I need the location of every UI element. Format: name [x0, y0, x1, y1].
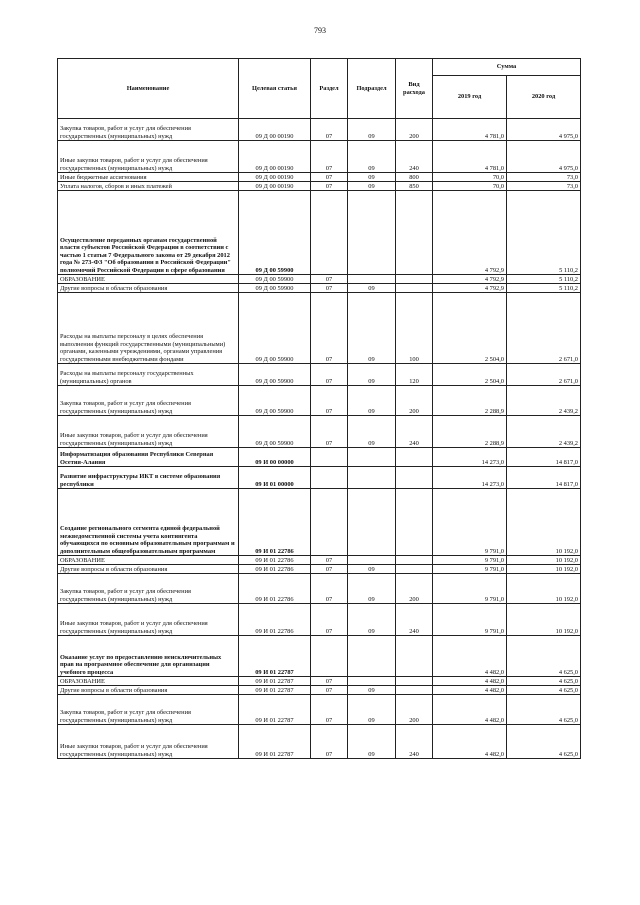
cell-2020: 5 110,2: [507, 284, 581, 293]
table-row: [58, 141, 581, 173]
cell-name: Иные закупки товаров, работ и услуг для обеспечения государственных (муниципальных) нужд: [58, 725, 239, 759]
cell-subsection: 09: [348, 119, 396, 141]
cell-2020: 4 625,0: [507, 725, 581, 759]
cell-section: [311, 489, 348, 556]
cell-2019: 9 791,0: [433, 489, 507, 556]
cell-2019: 14 273,0: [433, 467, 507, 489]
cell-target-article: 09 Д 00 00190: [239, 119, 311, 141]
cell-name: Другие вопросы в области образования: [58, 284, 239, 293]
cell-target-article: 09 И 01 22786: [239, 556, 311, 565]
cell-2020: 10 192,0: [507, 604, 581, 636]
cell-target-article: 09 И 01 22787: [239, 636, 311, 677]
cell-target-article: 09 И 01 22787: [239, 695, 311, 725]
cell-subsection: [348, 448, 396, 467]
cell-2020: 4 625,0: [507, 695, 581, 725]
cell-target-article: 09 И 01 00000: [239, 467, 311, 489]
cell-subsection: [348, 556, 396, 565]
header-expense-type: Вид расхода: [396, 59, 433, 119]
cell-name: Расходы на выплаты персоналу государственных (муниципальных) органов: [58, 364, 239, 386]
table-row: [58, 686, 581, 695]
cell-section: 07: [311, 574, 348, 604]
cell-section: 07: [311, 173, 348, 182]
cell-2019: 4 781,0: [433, 141, 507, 173]
cell-expense-type: 240: [396, 416, 433, 448]
cell-section: [311, 636, 348, 677]
cell-subsection: 09: [348, 725, 396, 759]
cell-subsection: [348, 191, 396, 275]
cell-subsection: 09: [348, 386, 396, 416]
table-row: [58, 677, 581, 686]
cell-2020: 73,0: [507, 173, 581, 182]
cell-2020: 2 671,0: [507, 364, 581, 386]
cell-2020: 4 975,0: [507, 119, 581, 141]
cell-subsection: 09: [348, 364, 396, 386]
table-body: [58, 119, 581, 759]
cell-target-article: 09 И 01 22787: [239, 686, 311, 695]
cell-name: Закупка товаров, работ и услуг для обеспечения государственных (муниципальных) нужд: [58, 695, 239, 725]
cell-subsection: 09: [348, 141, 396, 173]
cell-expense-type: 200: [396, 695, 433, 725]
cell-expense-type: 100: [396, 293, 433, 364]
cell-subsection: [348, 677, 396, 686]
cell-2019: 4 482,0: [433, 677, 507, 686]
cell-2020: 10 192,0: [507, 489, 581, 556]
cell-name: Другие вопросы в области образования: [58, 686, 239, 695]
cell-expense-type: [396, 489, 433, 556]
cell-2020: 2 439,2: [507, 386, 581, 416]
cell-expense-type: [396, 275, 433, 284]
cell-target-article: 09 И 01 22786: [239, 489, 311, 556]
cell-2020: 10 192,0: [507, 574, 581, 604]
cell-expense-type: 850: [396, 182, 433, 191]
cell-expense-type: [396, 565, 433, 574]
cell-2019: 4 792,9: [433, 275, 507, 284]
cell-2020: 4 625,0: [507, 636, 581, 677]
cell-2019: 9 791,0: [433, 604, 507, 636]
cell-target-article: 09 Д 00 59900: [239, 191, 311, 275]
table-row: [58, 416, 581, 448]
cell-2020: 2 439,2: [507, 416, 581, 448]
cell-target-article: 09 И 01 22787: [239, 677, 311, 686]
cell-subsection: [348, 467, 396, 489]
cell-target-article: 09 И 00 00000: [239, 448, 311, 467]
cell-2020: 4 625,0: [507, 677, 581, 686]
cell-subsection: [348, 636, 396, 677]
cell-section: 07: [311, 556, 348, 565]
table-row: [58, 636, 581, 677]
cell-name: Осуществление переданных органам государственной власти субъектов Российской Федерации в соответствии с частью 1 статьи 7 Федерального закона от 29 декабря 2012 года № 273-ФЗ "Об образовании в Российской Федерации" полномочий Российской Федерации в сфере образования: [58, 191, 239, 275]
cell-2020: 5 110,2: [507, 275, 581, 284]
header-target-article: Целевая статья: [239, 59, 311, 119]
cell-name: Закупка товаров, работ и услуг для обеспечения государственных (муниципальных) нужд: [58, 574, 239, 604]
cell-name: Закупка товаров, работ и услуг для обеспечения государственных (муниципальных) нужд: [58, 386, 239, 416]
cell-name: Уплата налогов, сборов и иных платежей: [58, 182, 239, 191]
cell-section: 07: [311, 141, 348, 173]
cell-2020: 2 671,0: [507, 293, 581, 364]
cell-expense-type: 240: [396, 141, 433, 173]
table-row: [58, 725, 581, 759]
cell-name: Иные закупки товаров, работ и услуг для обеспечения государственных (муниципальных) нужд: [58, 604, 239, 636]
cell-expense-type: [396, 448, 433, 467]
cell-target-article: 09 Д 00 59900: [239, 364, 311, 386]
cell-name: Иные бюджетные ассигнования: [58, 173, 239, 182]
table-row: [58, 284, 581, 293]
cell-expense-type: [396, 467, 433, 489]
table-row: [58, 364, 581, 386]
cell-2020: 73,0: [507, 182, 581, 191]
cell-name: ОБРАЗОВАНИЕ: [58, 677, 239, 686]
cell-section: 07: [311, 677, 348, 686]
cell-expense-type: 200: [396, 119, 433, 141]
cell-section: 07: [311, 416, 348, 448]
cell-subsection: 09: [348, 182, 396, 191]
cell-subsection: 09: [348, 604, 396, 636]
cell-2019: 2 504,0: [433, 293, 507, 364]
cell-subsection: 09: [348, 416, 396, 448]
cell-subsection: [348, 275, 396, 284]
cell-subsection: 09: [348, 293, 396, 364]
cell-2019: 4 482,0: [433, 636, 507, 677]
table-row: [58, 695, 581, 725]
cell-target-article: 09 И 01 22786: [239, 565, 311, 574]
table-row: [58, 574, 581, 604]
cell-2019: 2 504,0: [433, 364, 507, 386]
table-row: [58, 386, 581, 416]
table-row: [58, 173, 581, 182]
cell-2019: 4 781,0: [433, 119, 507, 141]
cell-target-article: 09 И 01 22786: [239, 604, 311, 636]
cell-2020: 5 110,2: [507, 191, 581, 275]
cell-target-article: 09 Д 00 59900: [239, 284, 311, 293]
cell-target-article: 09 И 01 22786: [239, 574, 311, 604]
header-year-2020: 2020 год: [507, 76, 581, 119]
cell-2020: 10 192,0: [507, 565, 581, 574]
cell-section: 07: [311, 695, 348, 725]
cell-section: 07: [311, 686, 348, 695]
cell-2019: 9 791,0: [433, 574, 507, 604]
cell-section: 07: [311, 386, 348, 416]
cell-target-article: 09 Д 00 59900: [239, 386, 311, 416]
cell-2019: 4 482,0: [433, 725, 507, 759]
page-number: 793: [314, 26, 326, 35]
cell-target-article: 09 Д 00 59900: [239, 275, 311, 284]
cell-subsection: 09: [348, 284, 396, 293]
cell-subsection: 09: [348, 565, 396, 574]
cell-2019: 4 482,0: [433, 686, 507, 695]
cell-2019: 70,0: [433, 182, 507, 191]
table-row: [58, 182, 581, 191]
table-row: [58, 604, 581, 636]
budget-table: [57, 58, 581, 759]
cell-section: [311, 467, 348, 489]
cell-section: 07: [311, 284, 348, 293]
table-row: [58, 489, 581, 556]
cell-target-article: 09 И 01 22787: [239, 725, 311, 759]
cell-target-article: 09 Д 00 00190: [239, 173, 311, 182]
cell-name: Иные закупки товаров, работ и услуг для обеспечения государственных (муниципальных) нужд: [58, 416, 239, 448]
table-row: [58, 275, 581, 284]
cell-section: 07: [311, 725, 348, 759]
table-row: [58, 448, 581, 467]
cell-name: Закупка товаров, работ и услуг для обеспечения государственных (муниципальных) нужд: [58, 119, 239, 141]
cell-2019: 14 273,0: [433, 448, 507, 467]
cell-expense-type: 120: [396, 364, 433, 386]
cell-2019: 9 791,0: [433, 556, 507, 565]
cell-name: ОБРАЗОВАНИЕ: [58, 275, 239, 284]
cell-subsection: 09: [348, 695, 396, 725]
cell-2020: 4 975,0: [507, 141, 581, 173]
cell-name: Оказание услуг по предоставлению неисключительных прав на программное обеспечение для организации учебного процесса: [58, 636, 239, 677]
cell-expense-type: [396, 686, 433, 695]
cell-name: Развитие инфраструктуры ИКТ в системе образования республики: [58, 467, 239, 489]
table-row: [58, 556, 581, 565]
cell-2019: 4 792,9: [433, 191, 507, 275]
cell-name: Расходы на выплаты персоналу в целях обеспечения выполнения функций государственными (муниципальными) органами, казенными учреждениями, органами управления государственными внебюджетными фондами: [58, 293, 239, 364]
cell-2019: 4 482,0: [433, 695, 507, 725]
cell-subsection: [348, 489, 396, 556]
cell-expense-type: [396, 677, 433, 686]
cell-2020: 14 817,0: [507, 467, 581, 489]
cell-expense-type: [396, 191, 433, 275]
cell-name: Другие вопросы в области образования: [58, 565, 239, 574]
header-name: Наименование: [58, 59, 239, 119]
table-row: [58, 467, 581, 489]
cell-expense-type: 200: [396, 574, 433, 604]
cell-section: 07: [311, 293, 348, 364]
cell-section: 07: [311, 364, 348, 386]
cell-name: Иные закупки товаров, работ и услуг для обеспечения государственных (муниципальных) нужд: [58, 141, 239, 173]
cell-section: 07: [311, 604, 348, 636]
cell-target-article: 09 Д 00 59900: [239, 416, 311, 448]
cell-expense-type: 800: [396, 173, 433, 182]
table-row: [58, 119, 581, 141]
cell-target-article: 09 Д 00 00190: [239, 141, 311, 173]
cell-2020: 4 625,0: [507, 686, 581, 695]
cell-2020: 14 817,0: [507, 448, 581, 467]
cell-section: 07: [311, 119, 348, 141]
table-header: [58, 59, 581, 119]
cell-expense-type: [396, 556, 433, 565]
cell-target-article: 09 Д 00 00190: [239, 182, 311, 191]
cell-expense-type: 240: [396, 725, 433, 759]
cell-section: 07: [311, 275, 348, 284]
cell-section: 07: [311, 565, 348, 574]
cell-2020: 10 192,0: [507, 556, 581, 565]
cell-subsection: 09: [348, 574, 396, 604]
cell-2019: 2 288,9: [433, 386, 507, 416]
header-sum: Сумма: [433, 59, 581, 76]
cell-expense-type: [396, 636, 433, 677]
cell-2019: 9 791,0: [433, 565, 507, 574]
table-row: [58, 565, 581, 574]
cell-target-article: 09 Д 00 59900: [239, 293, 311, 364]
header-subsection: Подраздел: [348, 59, 396, 119]
cell-subsection: 09: [348, 173, 396, 182]
cell-2019: 2 288,9: [433, 416, 507, 448]
cell-2019: 4 792,9: [433, 284, 507, 293]
cell-subsection: 09: [348, 686, 396, 695]
cell-2019: 70,0: [433, 173, 507, 182]
table-row: [58, 293, 581, 364]
cell-expense-type: 240: [396, 604, 433, 636]
table-row: [58, 191, 581, 275]
cell-name: Информатизация образования Республики Северная Осетия-Алания: [58, 448, 239, 467]
cell-section: 07: [311, 182, 348, 191]
cell-expense-type: [396, 284, 433, 293]
cell-section: [311, 448, 348, 467]
header-year-2019: 2019 год: [433, 76, 507, 119]
cell-name: ОБРАЗОВАНИЕ: [58, 556, 239, 565]
cell-expense-type: 200: [396, 386, 433, 416]
cell-section: [311, 191, 348, 275]
header-section: Раздел: [311, 59, 348, 119]
cell-name: Создание регионального сегмента единой федеральной межведомственной системы учета контингента обучающихся по основным образовательным программам и дополнительным общеобразовательным программам: [58, 489, 239, 556]
